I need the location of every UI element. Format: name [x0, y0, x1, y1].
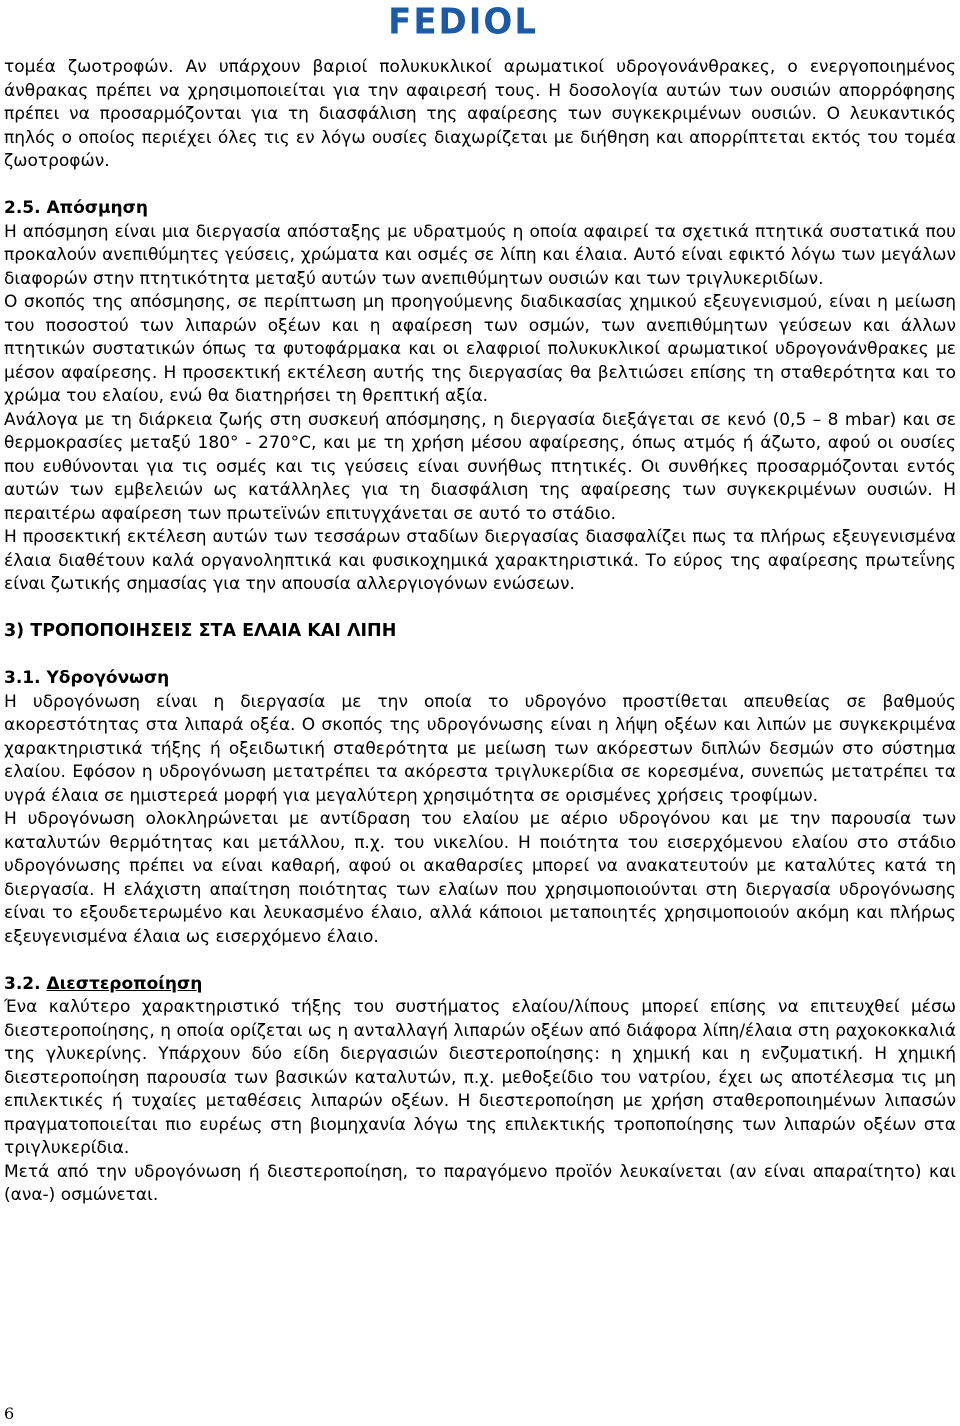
section-3-2-number: 3.2.: [4, 973, 41, 994]
section-2-5-paragraph-2: Ο σκοπός της απόσμησης, σε περίπτωση μη προηγούμενης διαδικασίας χημικού εξευγενισμού, είναι η μείωση του ποσοστού των λιπαρών οξέων και η αφαίρεση των οσμών, των ανεπιθύμητων γεύσεων και άλλων πτητικών συστατικών όπως τα φυτοφάρμακα και οι ελαφριοί πολυκυκλικοί αρωματικοί υδρογονάνθρακες με μέσον αφαίρεσης. Η προσεκτική εκτέλεση αυτής της διεργασίας θα βελτιώσει επίσης τη σταθερότητα και το χρώμα του ελαίου, ενώ θα διατηρήσει τη θρεπτική αξία.: [4, 292, 956, 406]
section-3-2-paragraph-2: Μετά από την υδρογόνωση ή διεστεροποίηση, το παραγόμενο προϊόν λευκαίνεται (αν είναι απαραίτητο) και (ανα-) οσμώνεται.: [4, 1161, 956, 1205]
section-3-2-heading: [4, 973, 956, 997]
section-2-5-heading: 2.5. Απόσμηση: [4, 198, 148, 218]
document-body: [4, 56, 956, 1208]
section-2-5-paragraph-4: Η προσεκτική εκτέλεση αυτών των τεσσάρων σταδίων διεργασίας διασφαλίζει πως τα πλήρως εξευγενισμένα έλαια διαθέτουν καλά οργανοληπτικά και φυσικοχημικά χαρακτηριστικά. Το εύρος της αφαίρεσης πρωτεΐνης είναι ζωτικής σημασίας για την απουσία αλλεργιογόνων ενώσεων.: [4, 527, 956, 594]
section-3-2-title: Διεστεροποίηση: [46, 973, 203, 994]
page-number: 6: [4, 1404, 15, 1423]
section-3-1-heading: 3.1. Υδρογόνωση: [4, 668, 170, 688]
section-3-1-paragraph-1: Η υδρογόνωση είναι η διεργασία με την οποία το υδρογόνο προστίθεται απευθείας σε βαθμούς ακορεστότητας στα λιπαρά οξέα. Ο σκοπός της υδρογόνωσης είναι η λήψη οξέων και λιπών με συγκεκριμένα χαρακτηριστικά τήξης ή οξειδωτική σταθερότητα με μείωση των ακόρεστων διπλών δεσμών στο σύστημα ελαίου. Εφόσον η υδρογόνωση μετατρέπει τα ακόρεστα τριγλυκερίδια σε κορεσμένα, συνεπώς μετατρέπει τα υγρά έλαια σε ημιστερεά μορφή για μεγαλύτερη χρησιμότητα σε ορισμένες χρήσεις τροφίμων.: [4, 691, 956, 806]
section-2-5-paragraph-3: Ανάλογα με τη διάρκεια ζωής στη συσκευή απόσμησης, η διεργασία διεξάγεται σε κενό (0,5 – 8 mbar) και σε θερμοκρασίες μεταξύ 180° - 270°C, και με τη χρήση μέσου αφαίρεσης, όπως ατμός ή άζωτο, αφού οι ουσίες που ευθύνονται για τις οσμές και τις γεύσεις είναι συνήθως πτητικές. Οι συνθήκες προσαρμόζονται εντός αυτών των εμβελειών ως κατάλληλες για τη διασφάλιση της αφαίρεσης των συγκεκριμένων ουσιών. Η περαιτέρω αφαίρεση των πρωτεϊνών επιτυγχάνεται σε αυτό το στάδιο.: [4, 409, 956, 524]
fediol-logo: FEDIOL: [388, 1, 538, 43]
section-2-5-paragraph-1: Η απόσμηση είναι μια διεργασία απόσταξης με υδρατμούς η οποία αφαιρεί τα σχετικά πτητικά συστατικά που προκαλούν ανεπιθύμητες γεύσεις, χρώματα και οσμές σε λίπη και έλαια. Αυτό είναι εφικτό λόγω των μεγάλων διαφορών στην πτητικότητα μεταξύ αυτών των ανεπιθύμητων ουσιών και των τριγλυκεριδίων.: [4, 221, 956, 289]
intro-paragraph: τομέα ζωοτροφών. Αν υπάρχουν βαριοί πολυκυκλικοί αρωματικοί υδρογονάνθρακες, ο ενεργοποιημένος άνθρακας πρέπει να χρησιμοποιείται για την αφαιρεσή τους. Η δοσολογία αυτών των ουσιών απορρόφησης πρέπει να προσαρμόζονται για τη διασφάλιση της αφαίρεσης των συγκεκριμένων ουσιών. Ο λευκαντικός πηλός ο οποίος περιέχει όλες τις εν λόγω ουσίες διαχωρίζεται με διήθηση και απορρίπτεται εκτός του τομέα ζωοτροφών.: [4, 57, 956, 171]
section-3-1-paragraph-2: Η υδρογόνωση ολοκληρώνεται με αντίδραση του ελαίου με αέριο υδρογόνου και με την παρουσία των καταλυτών θερμότητας και μετάλλου, π.χ. του νικελίου. Η ποιότητα του εισερχόμενου ελαίου στο στάδιο υδρογόνωσης πρέπει να είναι καθαρή, αφού οι ακαθαρσίες μπορεί να ανακατευτούν με καταλύτες κατά τη διεργασία. Η ελάχιστη απαίτηση ποιότητας των ελαίων που χρησιμοποιούνται στη διεργασία υδρογόνωσης είναι το εξουδετερωμένο και λευκασμένο έλαιο, αλλά κάποιοι μεταποιητές χρησιμοποιούν ακόμη και πλήρως εξευγενισμένα έλαια ως εισερχόμενο έλαιο.: [4, 809, 956, 947]
section-3-heading: 3) ΤΡΟΠΟΠΟΙΗΣΕΙΣ ΣΤΑ ΕΛΑΙΑ ΚΑΙ ΛΙΠΗ: [4, 621, 397, 641]
section-3-2-paragraph-1: Ένα καλύτερο χαρακτηριστικό τήξης του συστήματος ελαίου/λίπους μπορεί επίσης να επιτευχθεί μέσω διεστεροποίησης, η οποία ορίζεται ως η ανταλλαγή λιπαρών οξέων από διάφορα λίπη/έλαια στη ραχοκοκκαλιά της γλυκερίνης. Υπάρχουν δύο είδη διεργασιών διεστεροποίησης: η χημική και η ενζυματική. Η χημική διεστεροποίηση παρουσία των βασικών καταλυτών, π.χ. μεθοξείδιο του νατρίου, έχει ως αποτέλεσμα τις μη επιλεκτικές ή τυχαίες μεταθέσεις λιπαρών οξέων. Η διεστεροποίηση με χρήση σταθεροποιημένων λιπασών πραγματοποιείται πιο ευρέως στη βιομηχανία λόγω της επιλεκτικής τροποποίησης των λιπαρών οξέων στα τριγλυκερίδια.: [4, 997, 956, 1158]
